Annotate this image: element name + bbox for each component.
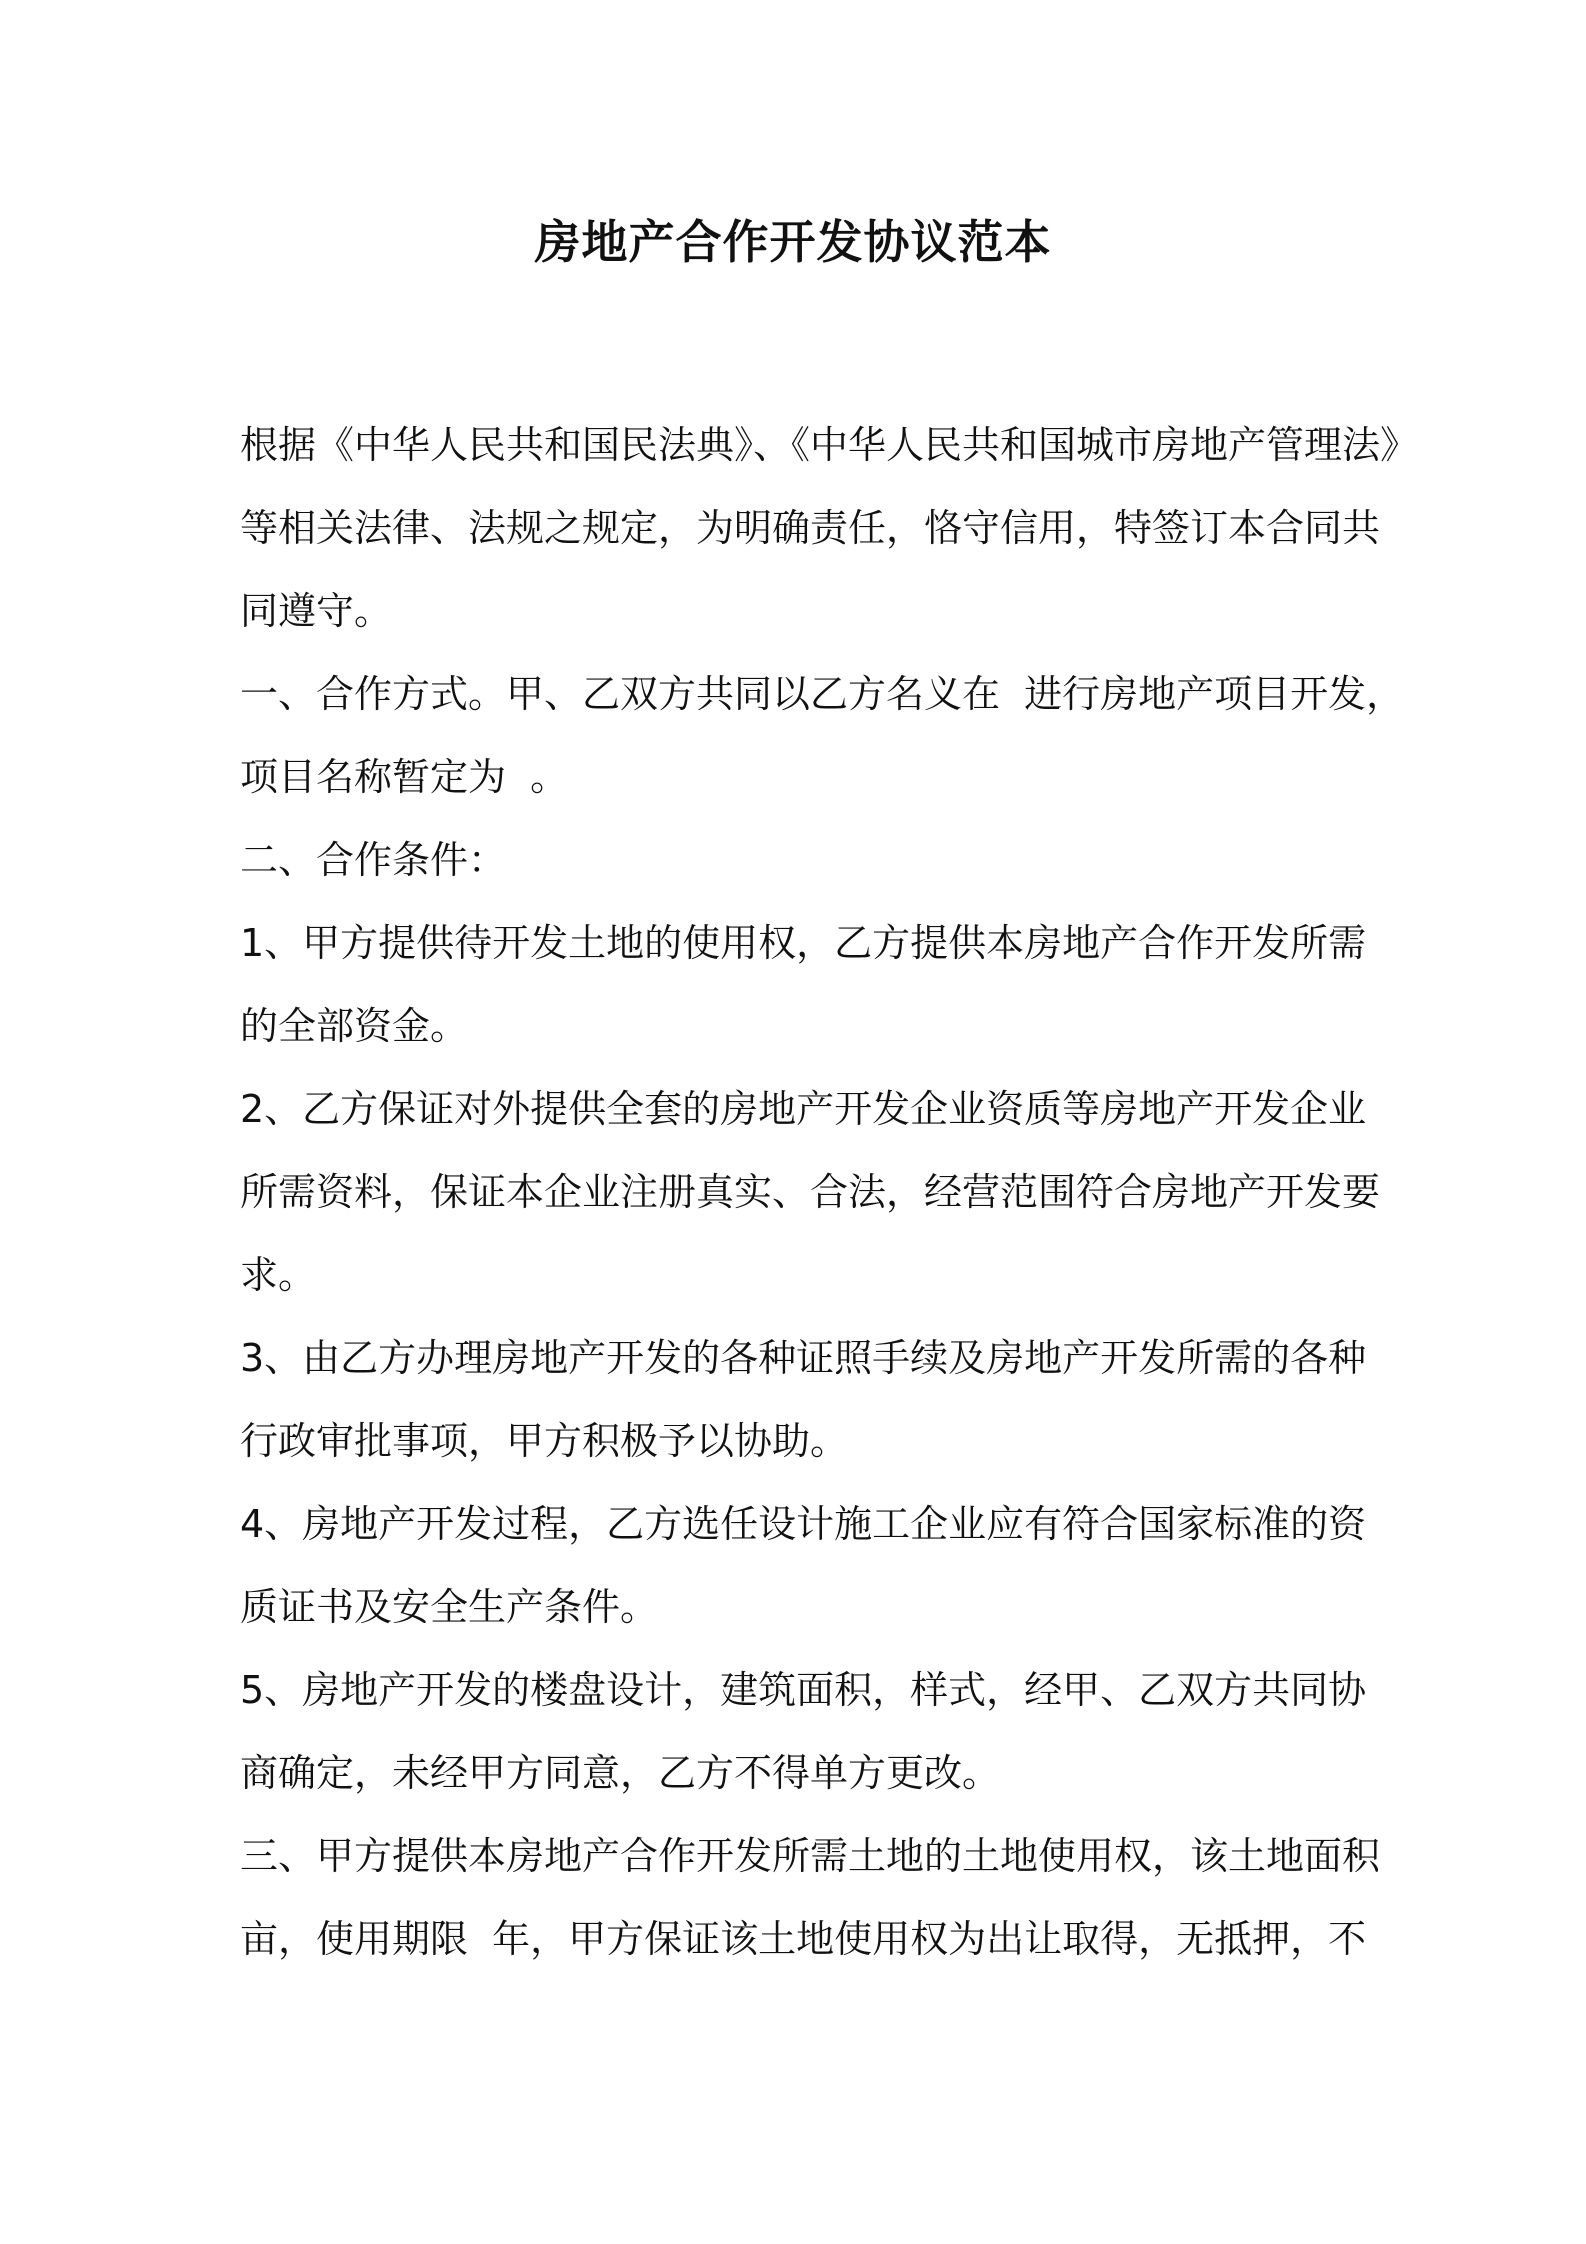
text-line: 二、合作条件： (240, 838, 507, 882)
text-line: 2、乙方保证对外提供全套的房地产开发企业资质等房地产开发企业 (240, 1087, 1367, 1131)
text-line: 5、房地产开发的楼盘设计，建筑面积，样式，经甲、乙双方共同协 (240, 1668, 1367, 1712)
text-line: 根据《中华人民共和国民法典》、《中华人民共和国城市房地产管理法》 (240, 423, 1419, 467)
text-line: 三、甲方提供本房地产合作开发所需土地的土地使用权，该土地面积 (240, 1834, 1381, 1878)
text-line: 所需资料，保证本企业注册真实、合法，经营范围符合房地产开发要 (240, 1170, 1381, 1214)
document-title: 房地产合作开发协议范本 (534, 215, 1052, 269)
document-body (240, 404, 1419, 1981)
text-line: 一、合作方式。甲、乙双方共同以乙方名义在 进行房地产项目开发， (240, 672, 1405, 716)
text-line: 亩，使用期限 年，甲方保证该土地使用权为出让取得，无抵押，不 (240, 1917, 1367, 1961)
text-line: 商确定，未经甲方同意，乙方不得单方更改。 (240, 1751, 1001, 1795)
text-line: 行政审批事项，甲方积极予以协助。 (240, 1419, 849, 1463)
text-line: 的全部资金。 (240, 1004, 469, 1048)
text-line: 1、甲方提供待开发土地的使用权，乙方提供本房地产合作开发所需 (240, 921, 1367, 965)
text-line: 等相关法律、法规之规定，为明确责任，恪守信用，特签订本合同共 (240, 506, 1381, 550)
text-line: 3、由乙方办理房地产开发的各种证照手续及房地产开发所需的各种 (240, 1336, 1367, 1380)
text-line: 同遵守。 (240, 589, 393, 633)
text-line: 求。 (240, 1253, 317, 1297)
text-line: 质证书及安全生产条件。 (240, 1585, 659, 1629)
text-line: 项目名称暂定为 。 (240, 755, 569, 799)
text-line: 4、房地产开发过程，乙方选任设计施工企业应有符合国家标准的资 (240, 1502, 1367, 1546)
